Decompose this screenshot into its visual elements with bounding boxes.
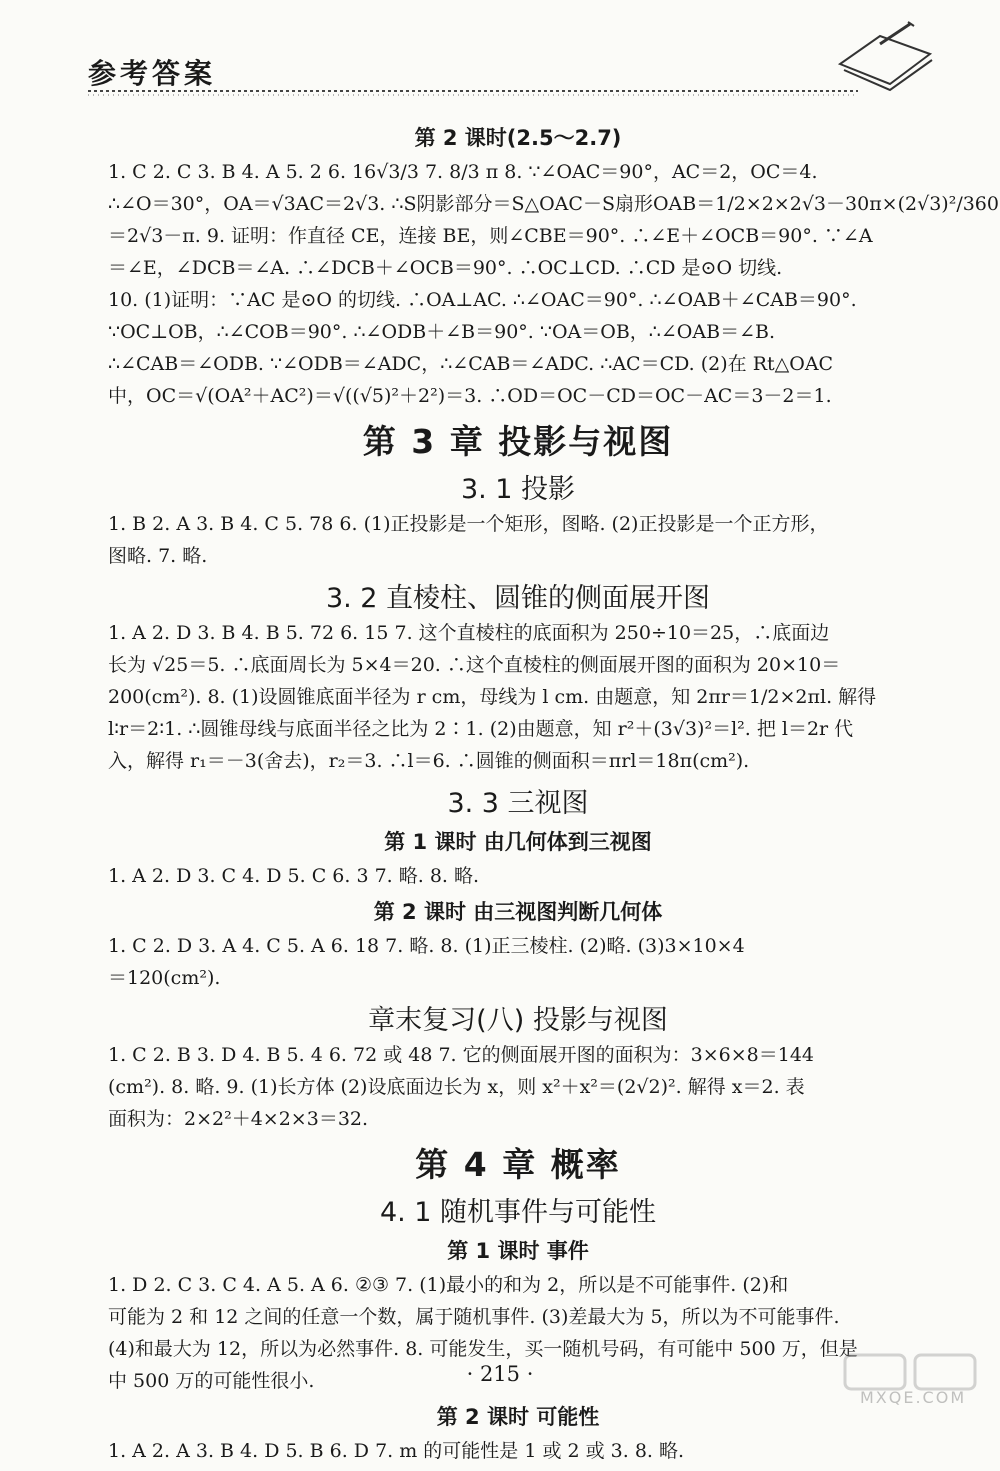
answer-line: l∶r＝2∶1. ∴圆锥母线与底面半径之比为 2∶1. (2)由题意，知 r²＋(3√3)²＝l². 把 l＝2r 代: [108, 718, 854, 740]
answer-line: 1. A 2. D 3. B 4. B 5. 72 6. 15 7. 这个直棱柱的底面积为 250÷10＝25，∴底面边: [108, 622, 830, 644]
answer-line: 可能为 2 和 12 之间的任意一个数，属于随机事件. (3)差最大为 5，所以为不可能事件.: [108, 1306, 840, 1328]
answer-line: ＝∠E，∠DCB＝∠A. ∴∠DCB＋∠OCB＝90°. ∴OC⊥CD. ∴CD 是⊙O 切线.: [108, 257, 783, 279]
watermark-text: MXQE.COM: [860, 1388, 967, 1407]
section-3-1-title: 3. 1 投影: [460, 474, 576, 505]
answer-line: 入，解得 r₁＝－3(舍去)，r₂＝3. ∴l＝6. ∴圆锥的侧面积＝πrl＝18π(cm²).: [108, 750, 750, 772]
answer-line: 1. C 2. C 3. B 4. A 5. 2 6. 16√3/3 7. 8/3 π 8. ∵∠OAC＝90°，AC＝2，OC＝4.: [108, 161, 818, 183]
answer-line: 200(cm²). 8. (1)设圆锥底面半径为 r cm，母线为 l cm. 由题意，知 2πr＝1/2×2πl. 解得: [108, 686, 877, 708]
header-dotted-rule: [88, 88, 858, 98]
answer-line: (cm²). 8. 略. 9. (1)长方体 (2)设底面边长为 x，则 x²＋x²＝(2√2)². 解得 x＝2. 表: [108, 1076, 805, 1098]
lesson-title-4-1-1: 第 1 课时 事件: [447, 1239, 589, 1263]
answer-line: 图略. 7. 略.: [108, 545, 208, 567]
section-3-2-title: 3. 2 直棱柱、圆锥的侧面展开图: [325, 583, 711, 614]
answer-line: ∴∠CAB＝∠ODB. ∵∠ODB＝∠ADC，∴∠CAB＝∠ADC. ∴AC＝CD. (2)在 Rt△OAC: [108, 353, 834, 375]
answer-line: ∴∠O＝30°，OA＝√3AC＝2√3. ∴S阴影部分＝S△OAC－S扇形OAB＝1/2×2×2√3－30π×(2√3)²/360: [108, 193, 999, 215]
answer-content: [108, 122, 999, 1471]
lesson-title-3-3-2: 第 2 课时 由三视图判断几何体: [373, 900, 663, 924]
answer-line: 面积为：2×2²＋4×2×3＝32.: [108, 1108, 369, 1130]
chapter-3-title: 第 3 章 投影与视图: [362, 422, 674, 461]
chapter-4-title: 第 4 章 概率: [415, 1145, 621, 1184]
chapter-review-8-title: 章末复习(八) 投影与视图: [368, 1005, 668, 1036]
answer-line: (4)和最大为 12，所以为必然事件. 8. 可能发生，买一随机号码，有可能中 500 万，但是: [108, 1338, 858, 1360]
section-3-3-title: 3. 3 三视图: [447, 788, 589, 819]
answer-line: 1. D 2. C 3. C 4. A 5. A 6. ②③ 7. (1)最小的和为 2，所以是不可能事件. (2)和: [108, 1274, 789, 1296]
answer-line: ＝120(cm²).: [108, 967, 221, 989]
page-header-title: 参考答案: [88, 57, 217, 90]
answer-line: ∵OC⊥OB，∴∠COB＝90°. ∴∠ODB＋∠B＝90°. ∵OA＝OB，∴∠OAB＝∠B.: [108, 321, 775, 343]
answer-line: 1. A 2. D 3. C 4. D 5. C 6. 3 7. 略. 8. 略.: [108, 865, 480, 887]
page-number: · 215 ·: [466, 1362, 534, 1386]
answer-line: 长为 √25＝5. ∴底面周长为 5×4＝20. ∴这个直棱柱的侧面展开图的面积为 20×10＝: [108, 654, 841, 676]
notebook-pen-icon: [830, 14, 940, 94]
answer-line: 中，OC＝√(OA²＋AC²)＝√((√5)²＋2²)＝3. ∴OD＝OC－CD＝OC－AC＝3－2＝1.: [108, 385, 832, 407]
section-4-1-title: 4. 1 随机事件与可能性: [379, 1197, 657, 1228]
lesson-title-4-1-2: 第 2 课时 可能性: [436, 1405, 600, 1429]
answer-line: 10. (1)证明：∵AC 是⊙O 的切线. ∴OA⊥AC. ∴∠OAC＝90°. ∴∠OAB＋∠CAB＝90°.: [108, 289, 857, 311]
answer-line: 1. A 2. A 3. B 4. D 5. B 6. D 7. m 的可能性是 1 或 2 或 3. 8. 略.: [108, 1440, 685, 1462]
lesson-title-3-3-1: 第 1 课时 由几何体到三视图: [384, 830, 652, 854]
answer-line: 1. B 2. A 3. B 4. C 5. 78 6. (1)正投影是一个矩形，图略. (2)正投影是一个正方形，: [108, 513, 829, 535]
answer-line: ＝2√3－π. 9. 证明：作直径 CE，连接 BE，则∠CBE＝90°. ∴∠E＋∠OCB＝90°. ∵∠A: [108, 225, 873, 247]
lesson-title-2-5-2-7: 第 2 课时(2.5～2.7): [414, 126, 622, 150]
answer-line: 1. C 2. B 3. D 4. B 5. 4 6. 72 或 48 7. 它的侧面展开图的面积为：3×6×8＝144: [108, 1044, 814, 1066]
answer-line: 中 500 万的可能性很小.: [108, 1370, 315, 1392]
answer-line: 1. C 2. D 3. A 4. C 5. A 6. 18 7. 略. 8. (1)正三棱柱. (2)略. (3)3×10×4: [108, 935, 745, 957]
